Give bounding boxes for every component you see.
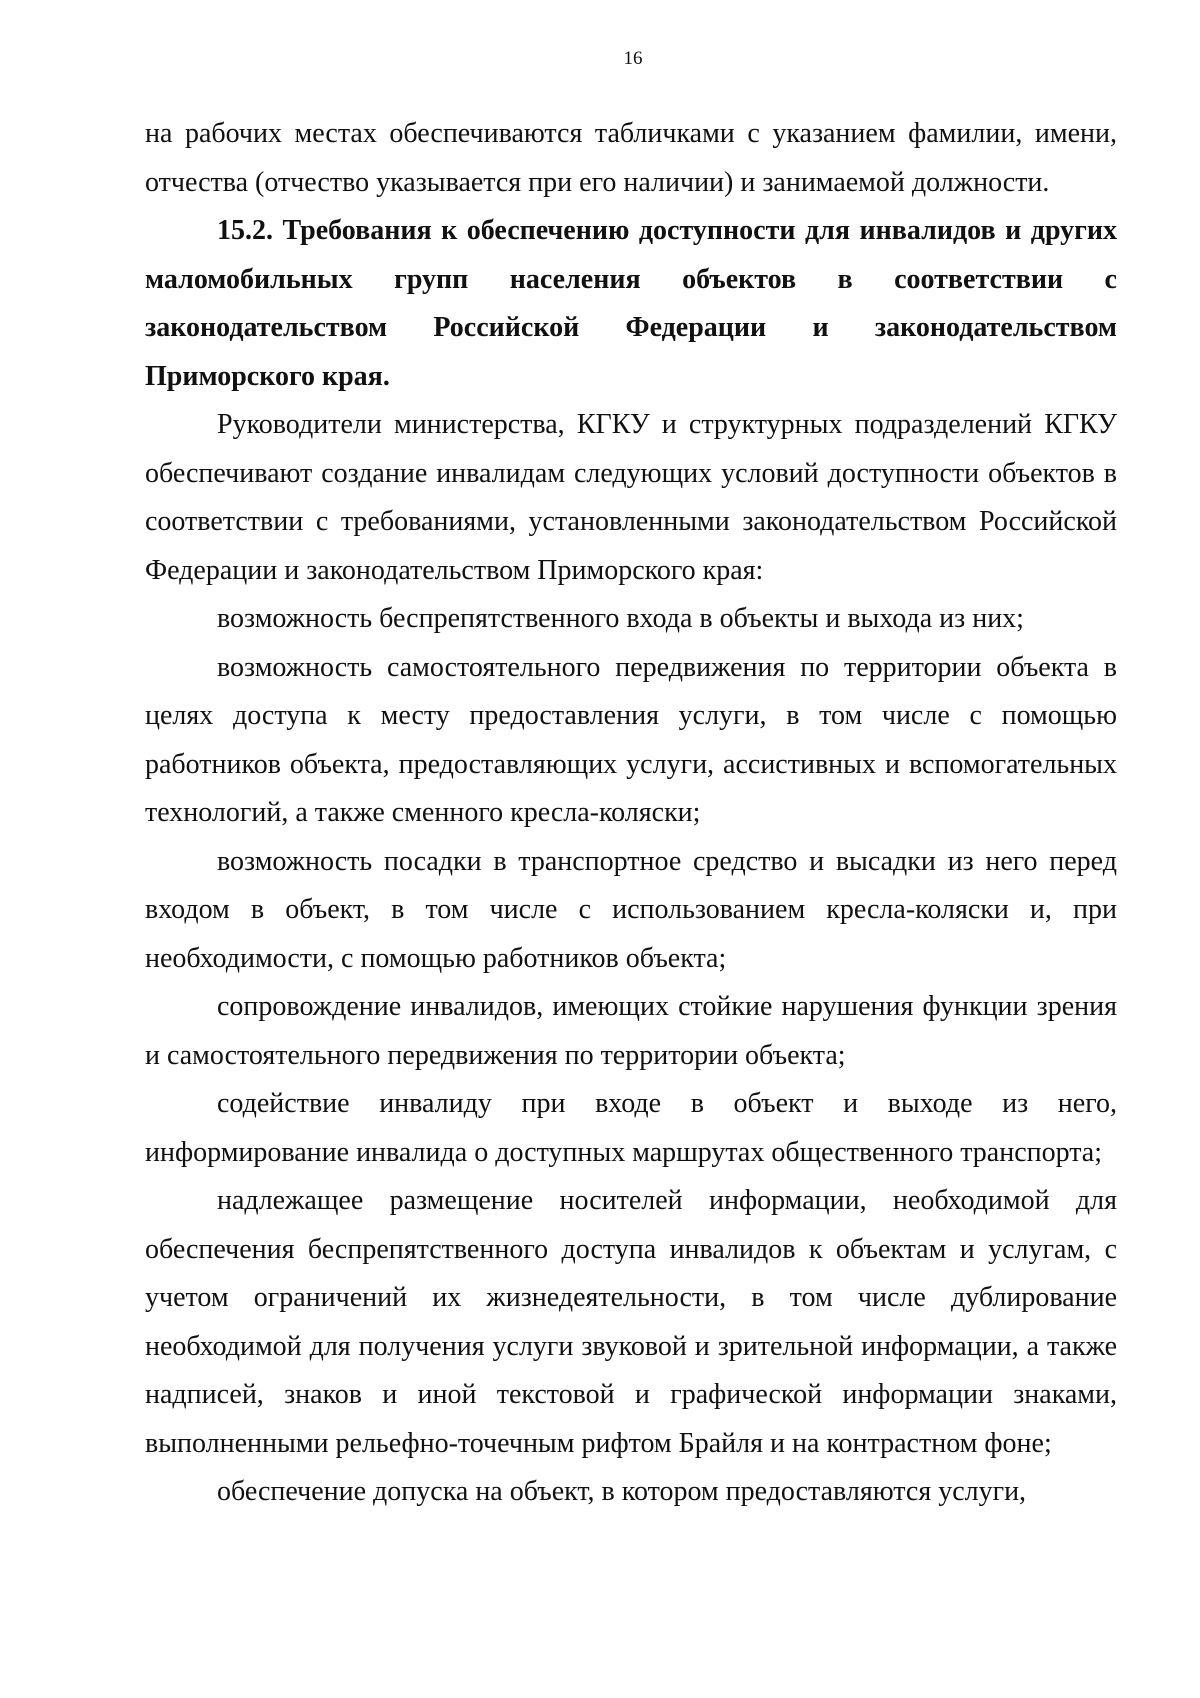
section-heading-15-2: 15.2. Требования к обеспечению доступности для инвалидов и других маломобильных групп населения объектов в соответствии с законодательством Российской Федерации и законодательством Приморского края. (145, 215, 1117, 392)
list-item-assistance: содействие инвалиду при входе в объект и выходе из него, информирование инвалида о доступных маршрутах общественного транспорта; (145, 1088, 1117, 1168)
paragraph-table-signs: на рабочих местах обеспечиваются табличками с указанием фамилии, имени, отчества (отчество указывается при его наличии) и занимаемой должности. (145, 118, 1117, 198)
document-body (145, 110, 1117, 1517)
paragraph-managers-ensure: Руководители министерства, КГКУ и структурных подразделений КГКУ обеспечивают создание инвалидам следующих условий доступности объектов в соответствии с требованиями, установленными законодательством Российской Федерации и законодательством Приморского края: (145, 409, 1117, 586)
list-item-information-placement: надлежащее размещение носителей информации, необходимой для обеспечения беспрепятственного доступа инвалидов к объектам и услугам, с учетом ограничений их жизнедеятельности, в том числе дублирование необходимой для получения услуги звуковой и зрительной информации, а также надписей, знаков и иной текстовой и графической информации знаками, выполненными рельефно-точечным рифтом Брайля и на контрастном фоне; (145, 1185, 1117, 1459)
list-item-transport-boarding: возможность посадки в транспортное средство и высадки из него перед входом в объект, в том числе с использованием кресла-коляски и, при необходимости, с помощью работников объекта; (145, 845, 1117, 974)
list-item-entry-exit: возможность беспрепятственного входа в объекты и выхода из них; (217, 603, 1024, 634)
page-number: 16 (623, 48, 643, 69)
list-item-escort: сопровождение инвалидов, имеющих стойкие нарушения функции зрения и самостоятельного передвижения по территории объекта; (145, 991, 1117, 1071)
list-item-independent-movement: возможность самостоятельного передвижения по территории объекта в целях доступа к месту предоставления услуги, в том числе с помощью работников объекта, предоставляющих услуги, ассистивных и вспомогательных технологий, а также сменного кресла-коляски; (145, 651, 1117, 828)
list-item-admission: обеспечение допуска на объект, в котором предоставляются услуги, (217, 1476, 1027, 1507)
